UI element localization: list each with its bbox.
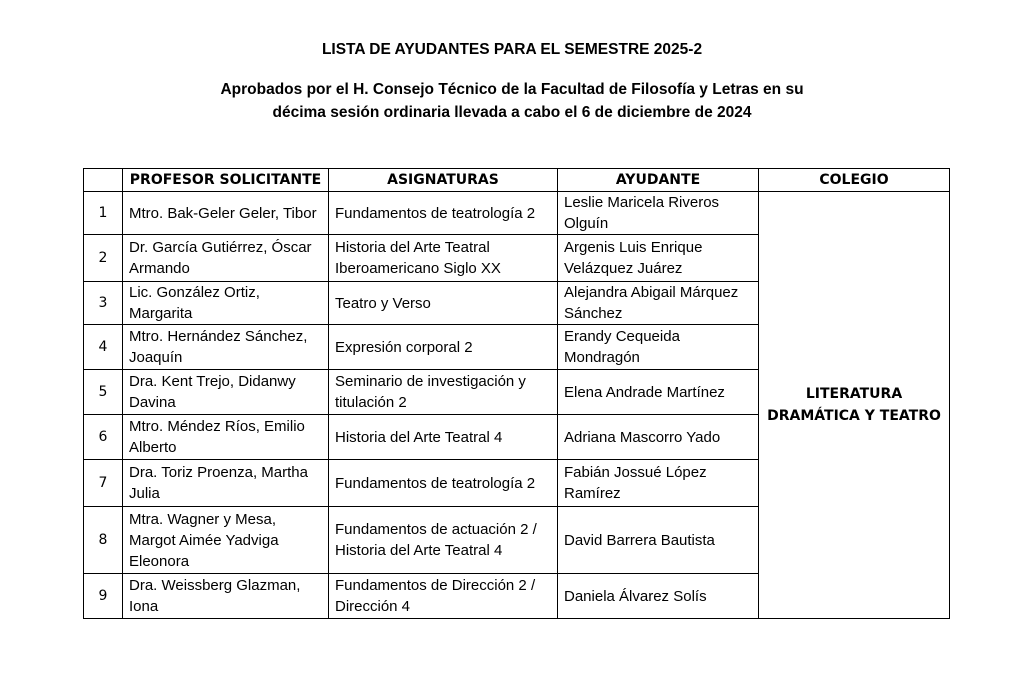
asignatura-cell: Fundamentos de Dirección 2 / Dirección 4: [329, 574, 558, 619]
asignatura-cell: Seminario de investigación y titulación 2: [329, 370, 558, 415]
profesor-cell: Mtro. Méndez Ríos, Emilio Alberto: [123, 415, 329, 460]
row-number: 1: [84, 192, 123, 235]
colegio-cell: [759, 192, 950, 619]
table-row: [84, 192, 950, 235]
subtitle-line-2: décima sesión ordinaria llevada a cabo el 6 de diciembre de 2024: [272, 104, 752, 121]
ayudante-cell: Daniela Álvarez Solís: [558, 574, 759, 619]
asignatura-cell: Expresión corporal 2: [329, 325, 558, 370]
header-ayudante: AYUDANTE: [558, 169, 759, 192]
profesor-cell: Mtra. Wagner y Mesa, Margot Aimée Yadviga Eleonora: [123, 507, 329, 574]
header-profesor: PROFESOR SOLICITANTE: [123, 169, 329, 192]
document-subtitle: [0, 78, 1024, 124]
document-title: LISTA DE AYUDANTES PARA EL SEMESTRE 2025-2: [321, 41, 703, 58]
header-num: [84, 169, 123, 192]
ayudante-cell: David Barrera Bautista: [558, 507, 759, 574]
header-asignaturas: ASIGNATURAS: [329, 169, 558, 192]
profesor-cell: Mtro. Bak-Geler Geler, Tibor: [123, 192, 329, 235]
ayudante-cell: Erandy Cequeida Mondragón: [558, 325, 759, 370]
asignatura-cell: Historia del Arte Teatral Iberoamericano Siglo XX: [329, 235, 558, 282]
asignatura-cell: Fundamentos de actuación 2 / Historia del Arte Teatral 4: [329, 507, 558, 574]
colegio-line-2: DRAMÁTICA Y TEATRO: [767, 408, 941, 424]
assistants-table: [83, 168, 950, 619]
profesor-cell: Dr. García Gutiérrez, Óscar Armando: [123, 235, 329, 282]
subtitle-line-1: Aprobados por el H. Consejo Técnico de la Facultad de Filosofía y Letras en su: [220, 81, 804, 98]
row-number: 2: [84, 235, 123, 282]
row-number: 9: [84, 574, 123, 619]
table-header-row: [84, 169, 950, 192]
ayudante-cell: Adriana Mascorro Yado: [558, 415, 759, 460]
row-number: 4: [84, 325, 123, 370]
asignatura-cell: Historia del Arte Teatral 4: [329, 415, 558, 460]
asignatura-cell: Fundamentos de teatrología 2: [329, 192, 558, 235]
ayudante-cell: Elena Andrade Martínez: [558, 370, 759, 415]
row-number: 3: [84, 282, 123, 325]
profesor-cell: Dra. Kent Trejo, Didanwy Davina: [123, 370, 329, 415]
profesor-cell: Dra. Toriz Proenza, Martha Julia: [123, 460, 329, 507]
ayudante-cell: Argenis Luis Enrique Velázquez Juárez: [558, 235, 759, 282]
profesor-cell: Lic. González Ortiz, Margarita: [123, 282, 329, 325]
row-number: 6: [84, 415, 123, 460]
asignatura-cell: Teatro y Verso: [329, 282, 558, 325]
row-number: 8: [84, 507, 123, 574]
asignatura-cell: Fundamentos de teatrología 2: [329, 460, 558, 507]
profesor-cell: Dra. Weissberg Glazman, Iona: [123, 574, 329, 619]
profesor-cell: Mtro. Hernández Sánchez, Joaquín: [123, 325, 329, 370]
colegio-line-1: LITERATURA: [805, 386, 903, 402]
ayudante-cell: Alejandra Abigail Márquez Sánchez: [558, 282, 759, 325]
ayudante-cell: Fabián Jossué López Ramírez: [558, 460, 759, 507]
row-number: 5: [84, 370, 123, 415]
header-colegio: COLEGIO: [759, 169, 950, 192]
row-number: 7: [84, 460, 123, 507]
ayudante-cell: Leslie Maricela Riveros Olguín: [558, 192, 759, 235]
